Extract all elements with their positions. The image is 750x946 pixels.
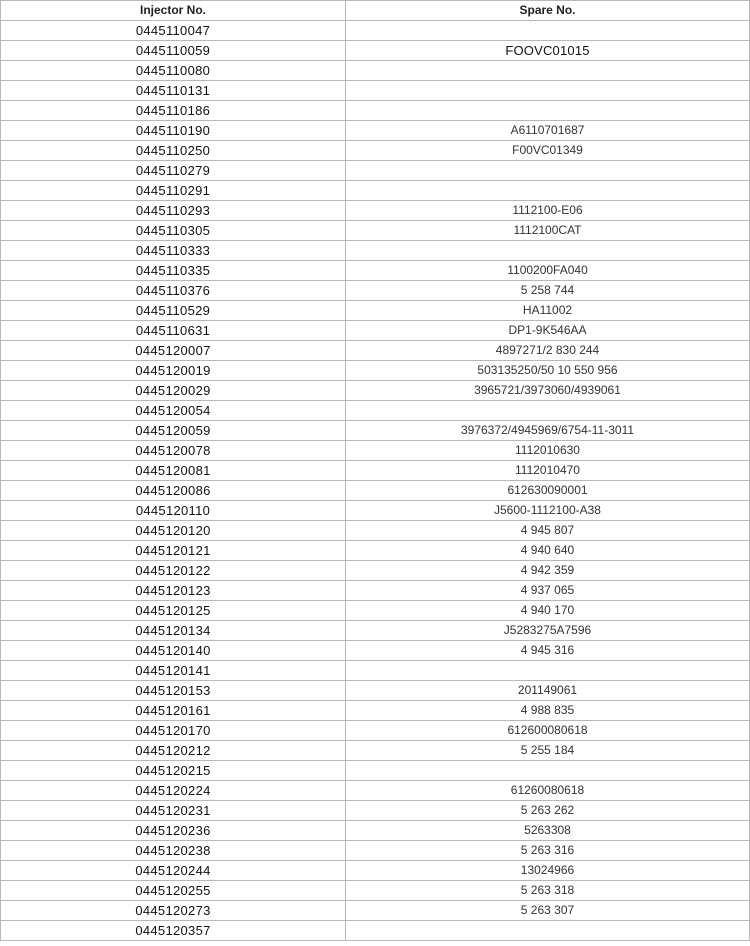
spare-no-cell: 1100200FA040 xyxy=(346,261,750,281)
injector-no-cell: 0445110250 xyxy=(1,141,346,161)
injector-no-cell: 0445110279 xyxy=(1,161,346,181)
spare-no-cell: FOOVC01015 xyxy=(346,41,750,61)
table-row xyxy=(1,681,750,701)
spare-no-header: Spare No. xyxy=(346,1,750,21)
injector-no-cell: 0445120029 xyxy=(1,381,346,401)
spare-no-cell: 612600080618 xyxy=(346,721,750,741)
injector-no-cell: 0445120120 xyxy=(1,521,346,541)
spare-no-cell: J5283275A7596 xyxy=(346,621,750,641)
spare-no-cell: 4 988 835 xyxy=(346,701,750,721)
injector-no-cell: 0445110291 xyxy=(1,181,346,201)
injector-no-cell: 0445120153 xyxy=(1,681,346,701)
table-row xyxy=(1,161,750,181)
spare-no-cell: 1112010470 xyxy=(346,461,750,481)
spare-no-cell: 3976372/4945969/6754-11-3011 xyxy=(346,421,750,441)
spare-no-cell: 5263308 xyxy=(346,821,750,841)
spare-no-cell: HA11002 xyxy=(346,301,750,321)
injector-no-cell: 0445120125 xyxy=(1,601,346,621)
spare-no-cell: 4 945 807 xyxy=(346,521,750,541)
injector-no-cell: 0445120086 xyxy=(1,481,346,501)
table-row xyxy=(1,261,750,281)
spare-no-cell: 4 940 170 xyxy=(346,601,750,621)
spare-no-cell xyxy=(346,161,750,181)
injector-no-cell: 0445120236 xyxy=(1,821,346,841)
table-row xyxy=(1,341,750,361)
injector-no-cell: 0445120161 xyxy=(1,701,346,721)
table-row xyxy=(1,401,750,421)
injector-no-cell: 0445120212 xyxy=(1,741,346,761)
table-row xyxy=(1,521,750,541)
injector-no-cell: 0445120059 xyxy=(1,421,346,441)
spare-no-cell: 1112100-E06 xyxy=(346,201,750,221)
table-row xyxy=(1,221,750,241)
injector-no-cell: 0445110305 xyxy=(1,221,346,241)
table-row xyxy=(1,181,750,201)
table-row xyxy=(1,281,750,301)
spare-no-cell: 3965721/3973060/4939061 xyxy=(346,381,750,401)
injector-no-cell: 0445120215 xyxy=(1,761,346,781)
spare-no-cell: J5600-1112100-A38 xyxy=(346,501,750,521)
table-row xyxy=(1,701,750,721)
table-row xyxy=(1,321,750,341)
table-header-row xyxy=(1,1,750,21)
spare-no-cell: 5 263 262 xyxy=(346,801,750,821)
spare-no-cell xyxy=(346,61,750,81)
spare-no-cell: 61260080618 xyxy=(346,781,750,801)
spare-no-cell: 4 940 640 xyxy=(346,541,750,561)
injector-no-cell: 0445110293 xyxy=(1,201,346,221)
table-row xyxy=(1,741,750,761)
table-row xyxy=(1,761,750,781)
table-row xyxy=(1,481,750,501)
table-row xyxy=(1,381,750,401)
spare-no-cell: 5 263 316 xyxy=(346,841,750,861)
injector-no-cell: 0445120255 xyxy=(1,881,346,901)
spare-no-cell xyxy=(346,921,750,941)
table-row xyxy=(1,301,750,321)
table-row xyxy=(1,881,750,901)
injector-no-cell: 0445120081 xyxy=(1,461,346,481)
injector-no-cell: 0445120054 xyxy=(1,401,346,421)
table-row xyxy=(1,901,750,921)
injector-no-cell: 0445110186 xyxy=(1,101,346,121)
spare-no-cell: 5 258 744 xyxy=(346,281,750,301)
table-row xyxy=(1,801,750,821)
spare-no-cell: 4 937 065 xyxy=(346,581,750,601)
injector-no-cell: 0445120170 xyxy=(1,721,346,741)
spare-no-cell: A6110701687 xyxy=(346,121,750,141)
spare-no-cell: 1112100CAT xyxy=(346,221,750,241)
table-row xyxy=(1,41,750,61)
table-row xyxy=(1,81,750,101)
injector-no-cell: 0445120231 xyxy=(1,801,346,821)
injector-no-cell: 0445120141 xyxy=(1,661,346,681)
table-row xyxy=(1,661,750,681)
table-row xyxy=(1,861,750,881)
spare-no-cell: 4 942 359 xyxy=(346,561,750,581)
table-row xyxy=(1,921,750,941)
injector-no-cell: 0445110335 xyxy=(1,261,346,281)
spare-no-cell xyxy=(346,21,750,41)
spare-no-cell: 5 263 307 xyxy=(346,901,750,921)
table-row xyxy=(1,621,750,641)
spare-no-cell: 5 255 184 xyxy=(346,741,750,761)
table-body xyxy=(1,21,750,941)
injector-no-cell: 0445120122 xyxy=(1,561,346,581)
injector-no-cell: 0445110376 xyxy=(1,281,346,301)
table-row xyxy=(1,581,750,601)
injector-no-cell: 0445110047 xyxy=(1,21,346,41)
injector-no-cell: 0445120019 xyxy=(1,361,346,381)
table-row xyxy=(1,141,750,161)
spare-no-cell xyxy=(346,181,750,201)
injector-no-cell: 0445110529 xyxy=(1,301,346,321)
injector-no-cell: 0445120123 xyxy=(1,581,346,601)
table-row xyxy=(1,641,750,661)
table-row xyxy=(1,441,750,461)
table-row xyxy=(1,61,750,81)
spare-no-cell: 5 263 318 xyxy=(346,881,750,901)
spare-no-cell: DP1-9K546AA xyxy=(346,321,750,341)
injector-no-cell: 0445120273 xyxy=(1,901,346,921)
spare-no-cell xyxy=(346,761,750,781)
table-row xyxy=(1,101,750,121)
injector-no-cell: 0445120357 xyxy=(1,921,346,941)
table-row xyxy=(1,421,750,441)
table-row xyxy=(1,21,750,41)
injector-no-cell: 0445110059 xyxy=(1,41,346,61)
table-row xyxy=(1,841,750,861)
spare-no-cell: 1112010630 xyxy=(346,441,750,461)
table-row xyxy=(1,721,750,741)
injector-no-cell: 0445110333 xyxy=(1,241,346,261)
table-row xyxy=(1,601,750,621)
table-row xyxy=(1,821,750,841)
spare-no-cell xyxy=(346,661,750,681)
injector-no-cell: 0445110131 xyxy=(1,81,346,101)
table-row xyxy=(1,561,750,581)
table-row xyxy=(1,501,750,521)
injector-no-cell: 0445120007 xyxy=(1,341,346,361)
injector-no-cell: 0445120140 xyxy=(1,641,346,661)
spare-no-cell: 612630090001 xyxy=(346,481,750,501)
spare-no-cell xyxy=(346,81,750,101)
injector-no-cell: 0445120134 xyxy=(1,621,346,641)
spare-no-cell: 503135250/50 10 550 956 xyxy=(346,361,750,381)
injector-no-cell: 0445120238 xyxy=(1,841,346,861)
spare-no-cell: 4897271/2 830 244 xyxy=(346,341,750,361)
table-row xyxy=(1,241,750,261)
spare-no-cell: 201149061 xyxy=(346,681,750,701)
spare-no-cell xyxy=(346,101,750,121)
table-row xyxy=(1,461,750,481)
table-row xyxy=(1,201,750,221)
spare-no-cell: 13024966 xyxy=(346,861,750,881)
injector-no-cell: 0445110631 xyxy=(1,321,346,341)
injector-no-cell: 0445120244 xyxy=(1,861,346,881)
spare-no-cell xyxy=(346,241,750,261)
table-row xyxy=(1,781,750,801)
table-row xyxy=(1,121,750,141)
injector-no-cell: 0445110080 xyxy=(1,61,346,81)
injector-no-cell: 0445120110 xyxy=(1,501,346,521)
table-row xyxy=(1,541,750,561)
injector-no-cell: 0445120224 xyxy=(1,781,346,801)
spare-no-cell: F00VC01349 xyxy=(346,141,750,161)
injector-no-header: Injector No. xyxy=(1,1,346,21)
spare-no-cell: 4 945 316 xyxy=(346,641,750,661)
spare-no-cell xyxy=(346,401,750,421)
table-row xyxy=(1,361,750,381)
injector-no-cell: 0445110190 xyxy=(1,121,346,141)
injector-no-cell: 0445120078 xyxy=(1,441,346,461)
injector-no-cell: 0445120121 xyxy=(1,541,346,561)
